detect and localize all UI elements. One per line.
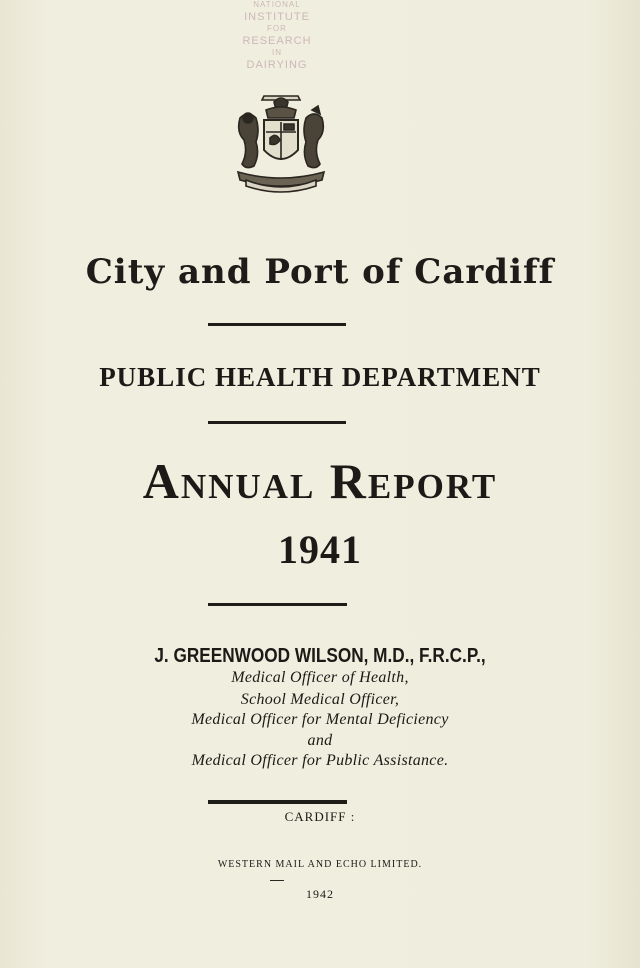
coat-of-arms-icon: [226, 88, 336, 196]
imprint-printer: WESTERN MAIL AND ECHO LIMITED.: [217, 859, 423, 870]
author-role: Medical Officer for Mental Deficiency: [191, 711, 449, 728]
department-heading: PUBLIC HEALTH DEPARTMENT: [99, 362, 541, 392]
divider-rule: [208, 603, 347, 606]
divider-rule: [208, 323, 346, 326]
imprint-year: 1942: [306, 887, 334, 901]
divider-rule: [208, 800, 347, 804]
stamp-line: NATIONAL: [253, 0, 301, 9]
stamp-line: INSTITUTE: [244, 11, 310, 23]
author-role: and: [307, 732, 333, 749]
author-name: J. GREENWOOD WILSON, M.D., F.R.C.P.,: [154, 645, 486, 667]
author-role: School Medical Officer,: [240, 691, 400, 708]
stamp-line: FOR: [267, 24, 287, 33]
author-role: Medical Officer for Public Assistance.: [191, 752, 449, 769]
imprint-city: CARDIFF :: [284, 809, 356, 824]
report-title: Annual Report: [142, 453, 498, 509]
stamp-line: DAIRYING: [246, 59, 308, 71]
stamp-line: RESEARCH: [242, 35, 312, 47]
divider-rule: [208, 421, 346, 424]
city-title: City and Port of Cardiff: [85, 252, 555, 292]
library-stamp: [232, 0, 322, 72]
author-role: Medical Officer of Health,: [231, 669, 409, 686]
imprint-dash: [270, 880, 284, 881]
report-year: 1941: [278, 527, 362, 572]
stamp-line: IN: [272, 48, 282, 57]
